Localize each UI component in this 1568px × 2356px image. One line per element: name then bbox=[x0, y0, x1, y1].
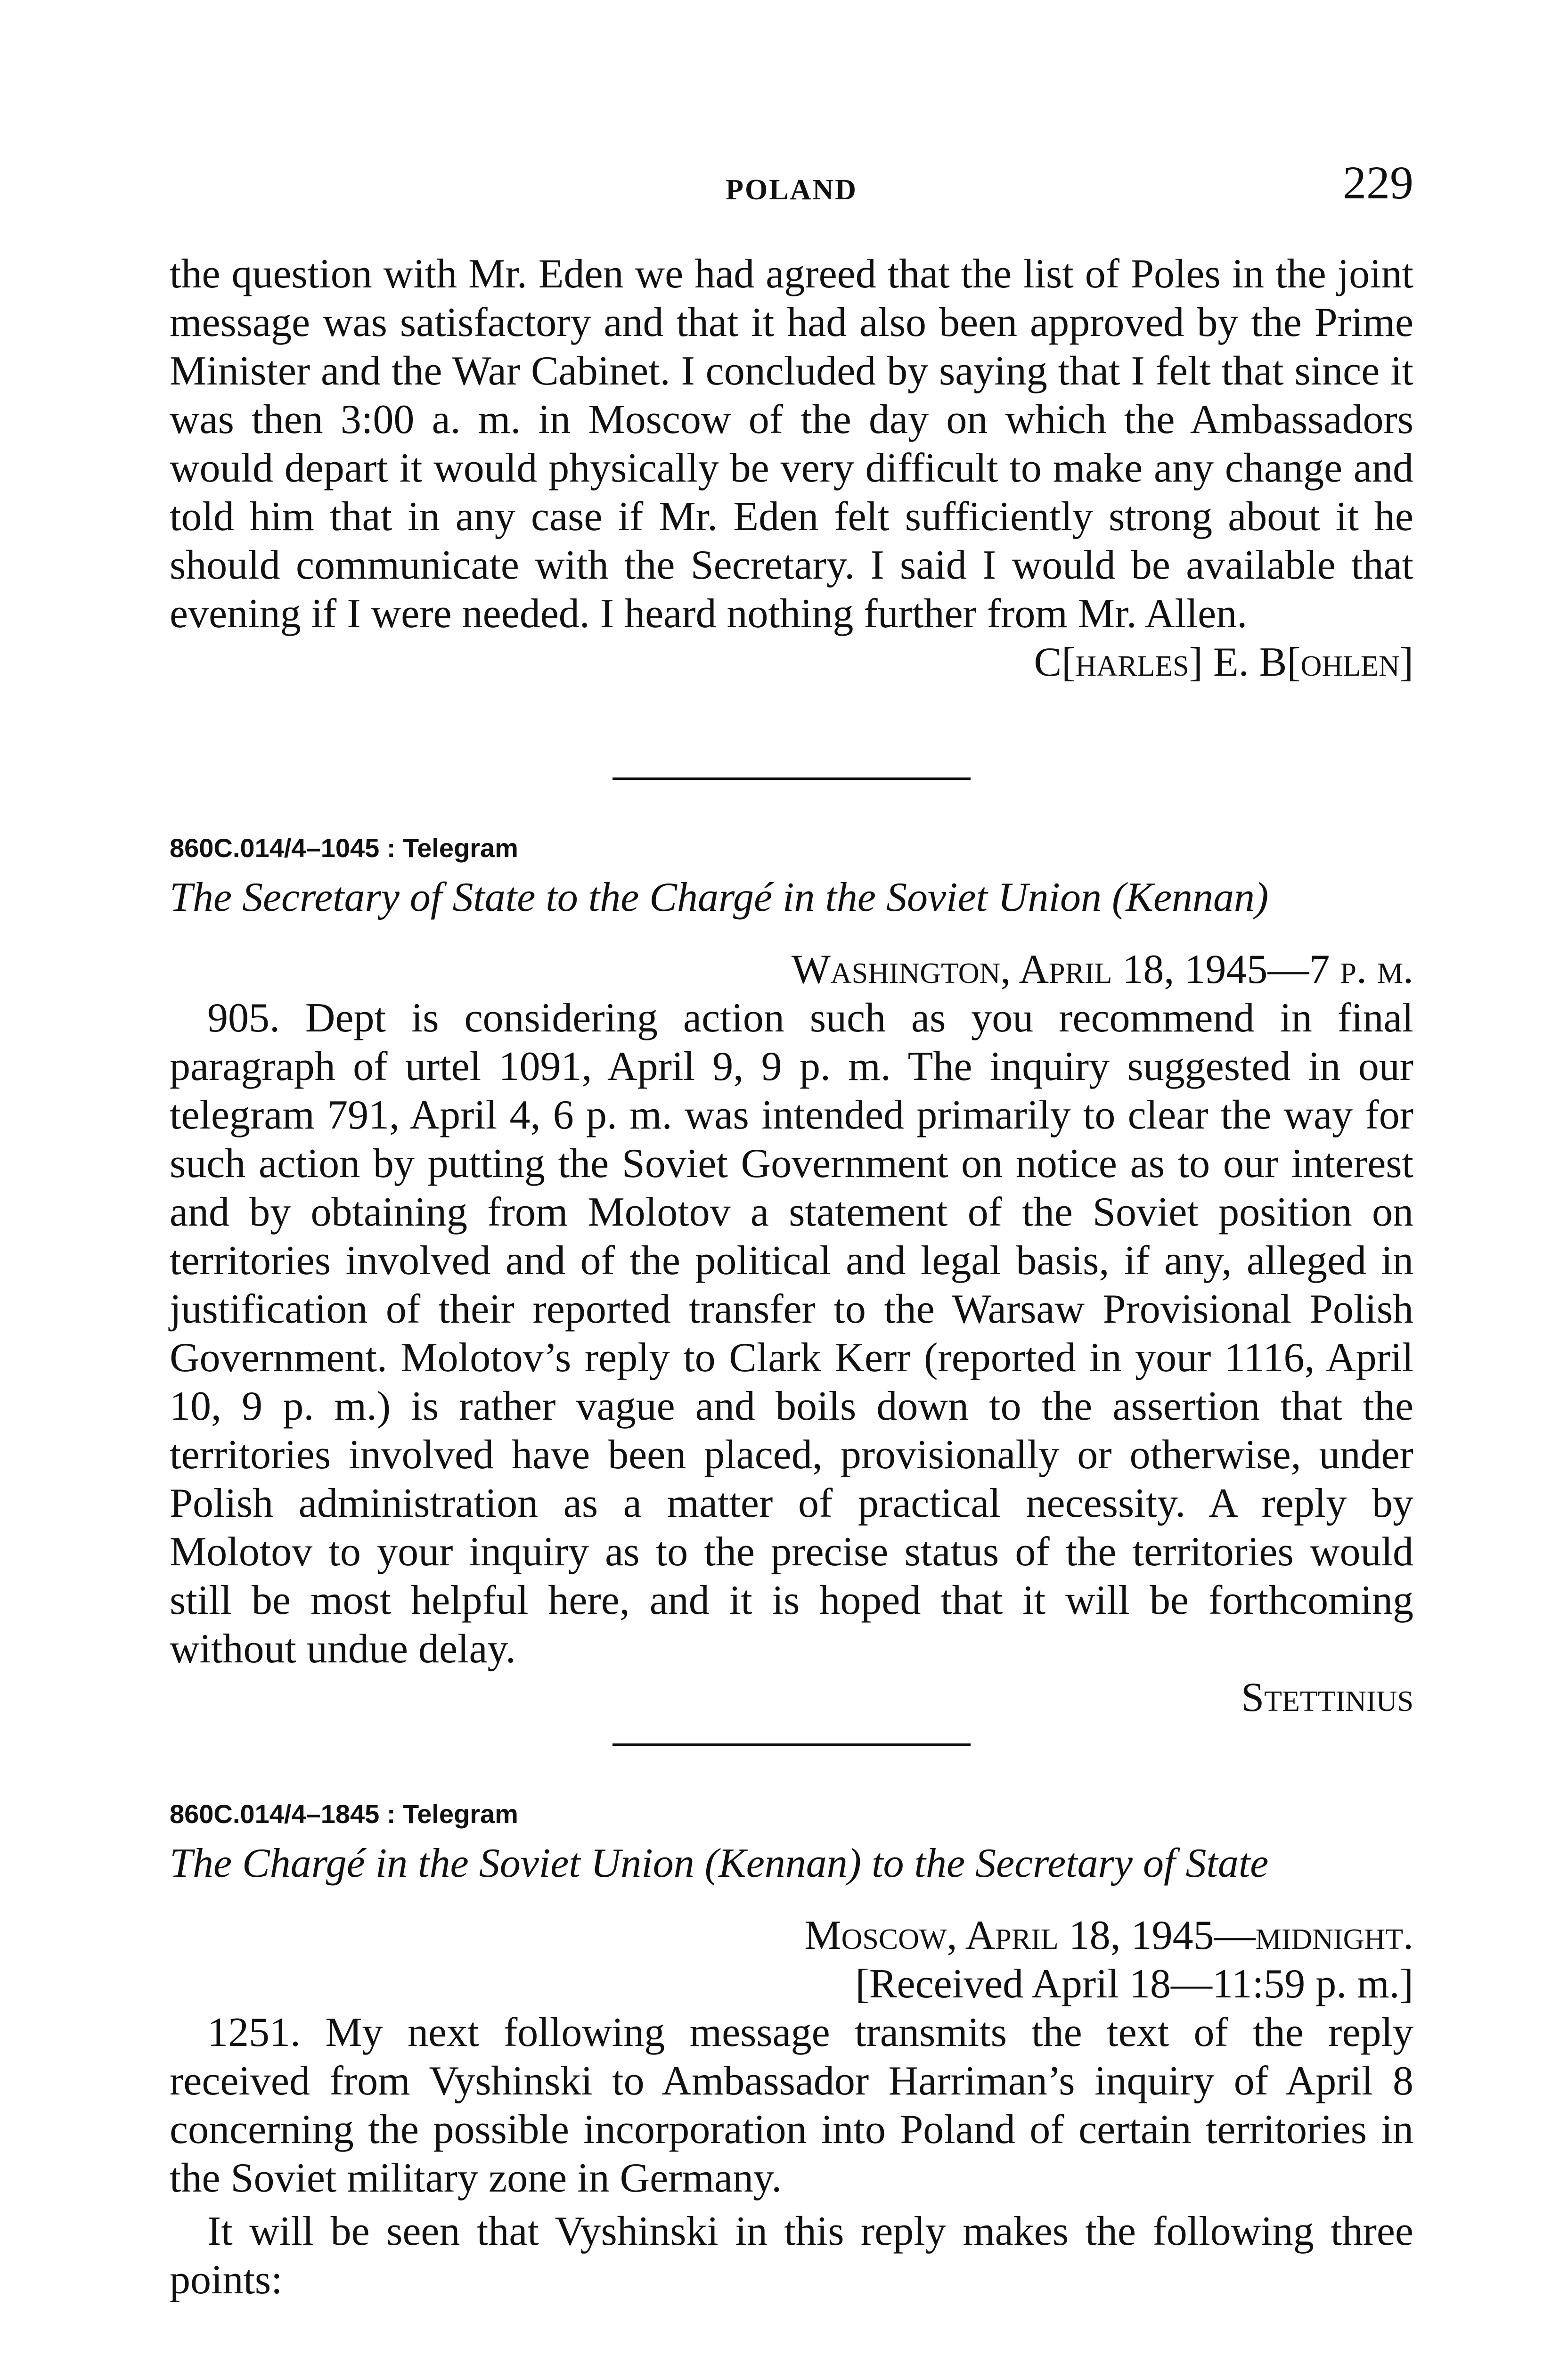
telegram-signature: Stettinius bbox=[1241, 1675, 1413, 1720]
telegram-paragraph: It will be seen that Vyshinski in this reply makes the following three points: bbox=[170, 2209, 1413, 2303]
telegram-paragraph: 1251. My next following message transmits the text of the reply received from Vyshinski to Ambassador Harriman’s inquiry of April 8 concerning the possible incorporation into Poland of certain territories in the Soviet military zone in Germany. bbox=[170, 2010, 1413, 2201]
memorandum-paragraph: the question with Mr. Eden we had agreed that the list of Poles in the joint message was satisfactory and that it had also been approved by the Prime Minister and the War Cabinet. I concluded by saying that I felt that since it was then 3:00 a. m. in Moscow of the day on which the Ambassadors would depart it would physically be very difficult to make any change and told him that in any case if Mr. Eden felt sufficiently strong about it he should communicate with the Secretary. I said I would be available that evening if I were needed. I heard nothing further from Mr. Allen. bbox=[170, 251, 1413, 637]
divider-rule bbox=[612, 1743, 971, 1746]
dateline: Moscow, April 18, 1945—midnight. bbox=[804, 1913, 1413, 1958]
memorandum-signature: C[harles] E. B[ohlen] bbox=[1034, 639, 1413, 685]
page-number: 229 bbox=[1343, 156, 1413, 209]
divider-rule bbox=[612, 777, 971, 780]
telegram-905 bbox=[170, 832, 1413, 1722]
dateline: Washington, April 18, 1945—7 p. m. bbox=[791, 947, 1413, 992]
section-divider-2 bbox=[170, 1743, 1413, 1746]
page-header bbox=[170, 0, 1413, 264]
telegram-paragraph: 905. Dept is considering action such as you recommend in final paragraph of urtel 1091, April 9, 9 p. m. The inquiry suggested in our telegram 791, April 4, 6 p. m. was intended primarily to clear the way for such action by putting the Soviet Government on notice as to our interest and by obtaining from Molotov a statement of the Soviet position on territories involved and of the political and legal basis, if any, alleged in justification of their reported transfer to the Warsaw Provisional Polish Government. Molotov’s reply to Clark Kerr (reported in your 1116, April 10, 9 p. m.) is rather vague and boils down to the assertion that the territories involved have been placed, provisionally or otherwise, under Polish administration as a matter of practical necessity. A reply by Molotov to your inquiry as to the precise status of the territories would still be most helpful here, and it is hoped that it will be forthcoming without undue delay. bbox=[170, 995, 1413, 1672]
file-number: 860C.014/4–1845 : Telegram bbox=[170, 1799, 518, 1829]
document-heading: The Chargé in the Soviet Union (Kennan) to the Secretary of State bbox=[170, 1841, 1269, 1886]
section-divider bbox=[170, 777, 1413, 780]
running-title: POLAND bbox=[726, 174, 858, 206]
document-heading: The Secretary of State to the Chargé in the Soviet Union (Kennan) bbox=[170, 875, 1269, 920]
telegram-1251 bbox=[170, 1798, 1413, 2304]
received-note: [Received April 18—11:59 p. m.] bbox=[855, 1961, 1413, 2007]
file-number: 860C.014/4–1045 : Telegram bbox=[170, 833, 518, 863]
continued-memorandum bbox=[170, 250, 1413, 687]
